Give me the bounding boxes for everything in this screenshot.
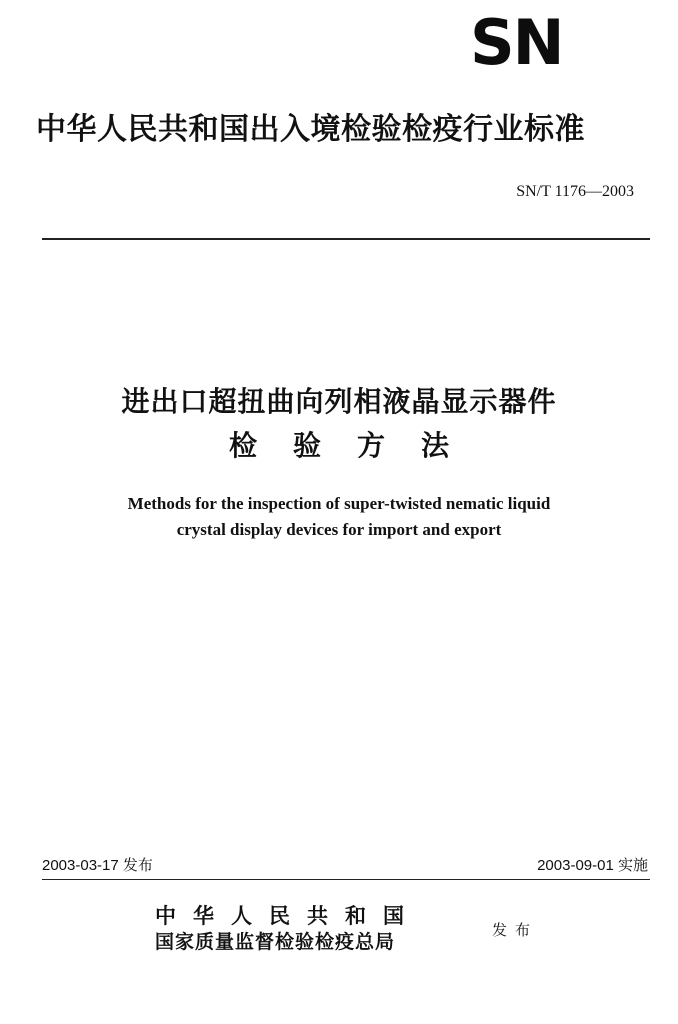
top-divider bbox=[42, 238, 650, 240]
issuer-country: 中华人民共和国 bbox=[155, 903, 421, 928]
issue-label: 发布 bbox=[492, 921, 539, 939]
document-subtitle-chinese: 检验方法 bbox=[228, 429, 485, 462]
issuer-agency: 国家质量监督检验检疫总局 bbox=[155, 931, 396, 953]
industry-standard-title: 中华人民共和国出入境检验检疫行业标准 bbox=[36, 112, 585, 147]
bottom-divider bbox=[42, 879, 650, 880]
standard-number: SN/T 1176—2003 bbox=[516, 183, 634, 200]
document-title-chinese: 进出口超扭曲向列相液晶显示器件 bbox=[121, 385, 557, 418]
english-title-line-1: Methods for the inspection of super-twisted nematic liquid bbox=[127, 494, 551, 513]
issue-date: 2003-03-17 发布 bbox=[42, 857, 153, 874]
english-title-line-2: crystal display devices for import and export bbox=[176, 520, 502, 539]
sn-logo: SN bbox=[470, 6, 563, 79]
implementation-date: 2003-09-01 实施 bbox=[537, 857, 648, 874]
document-title-english bbox=[0, 491, 678, 543]
